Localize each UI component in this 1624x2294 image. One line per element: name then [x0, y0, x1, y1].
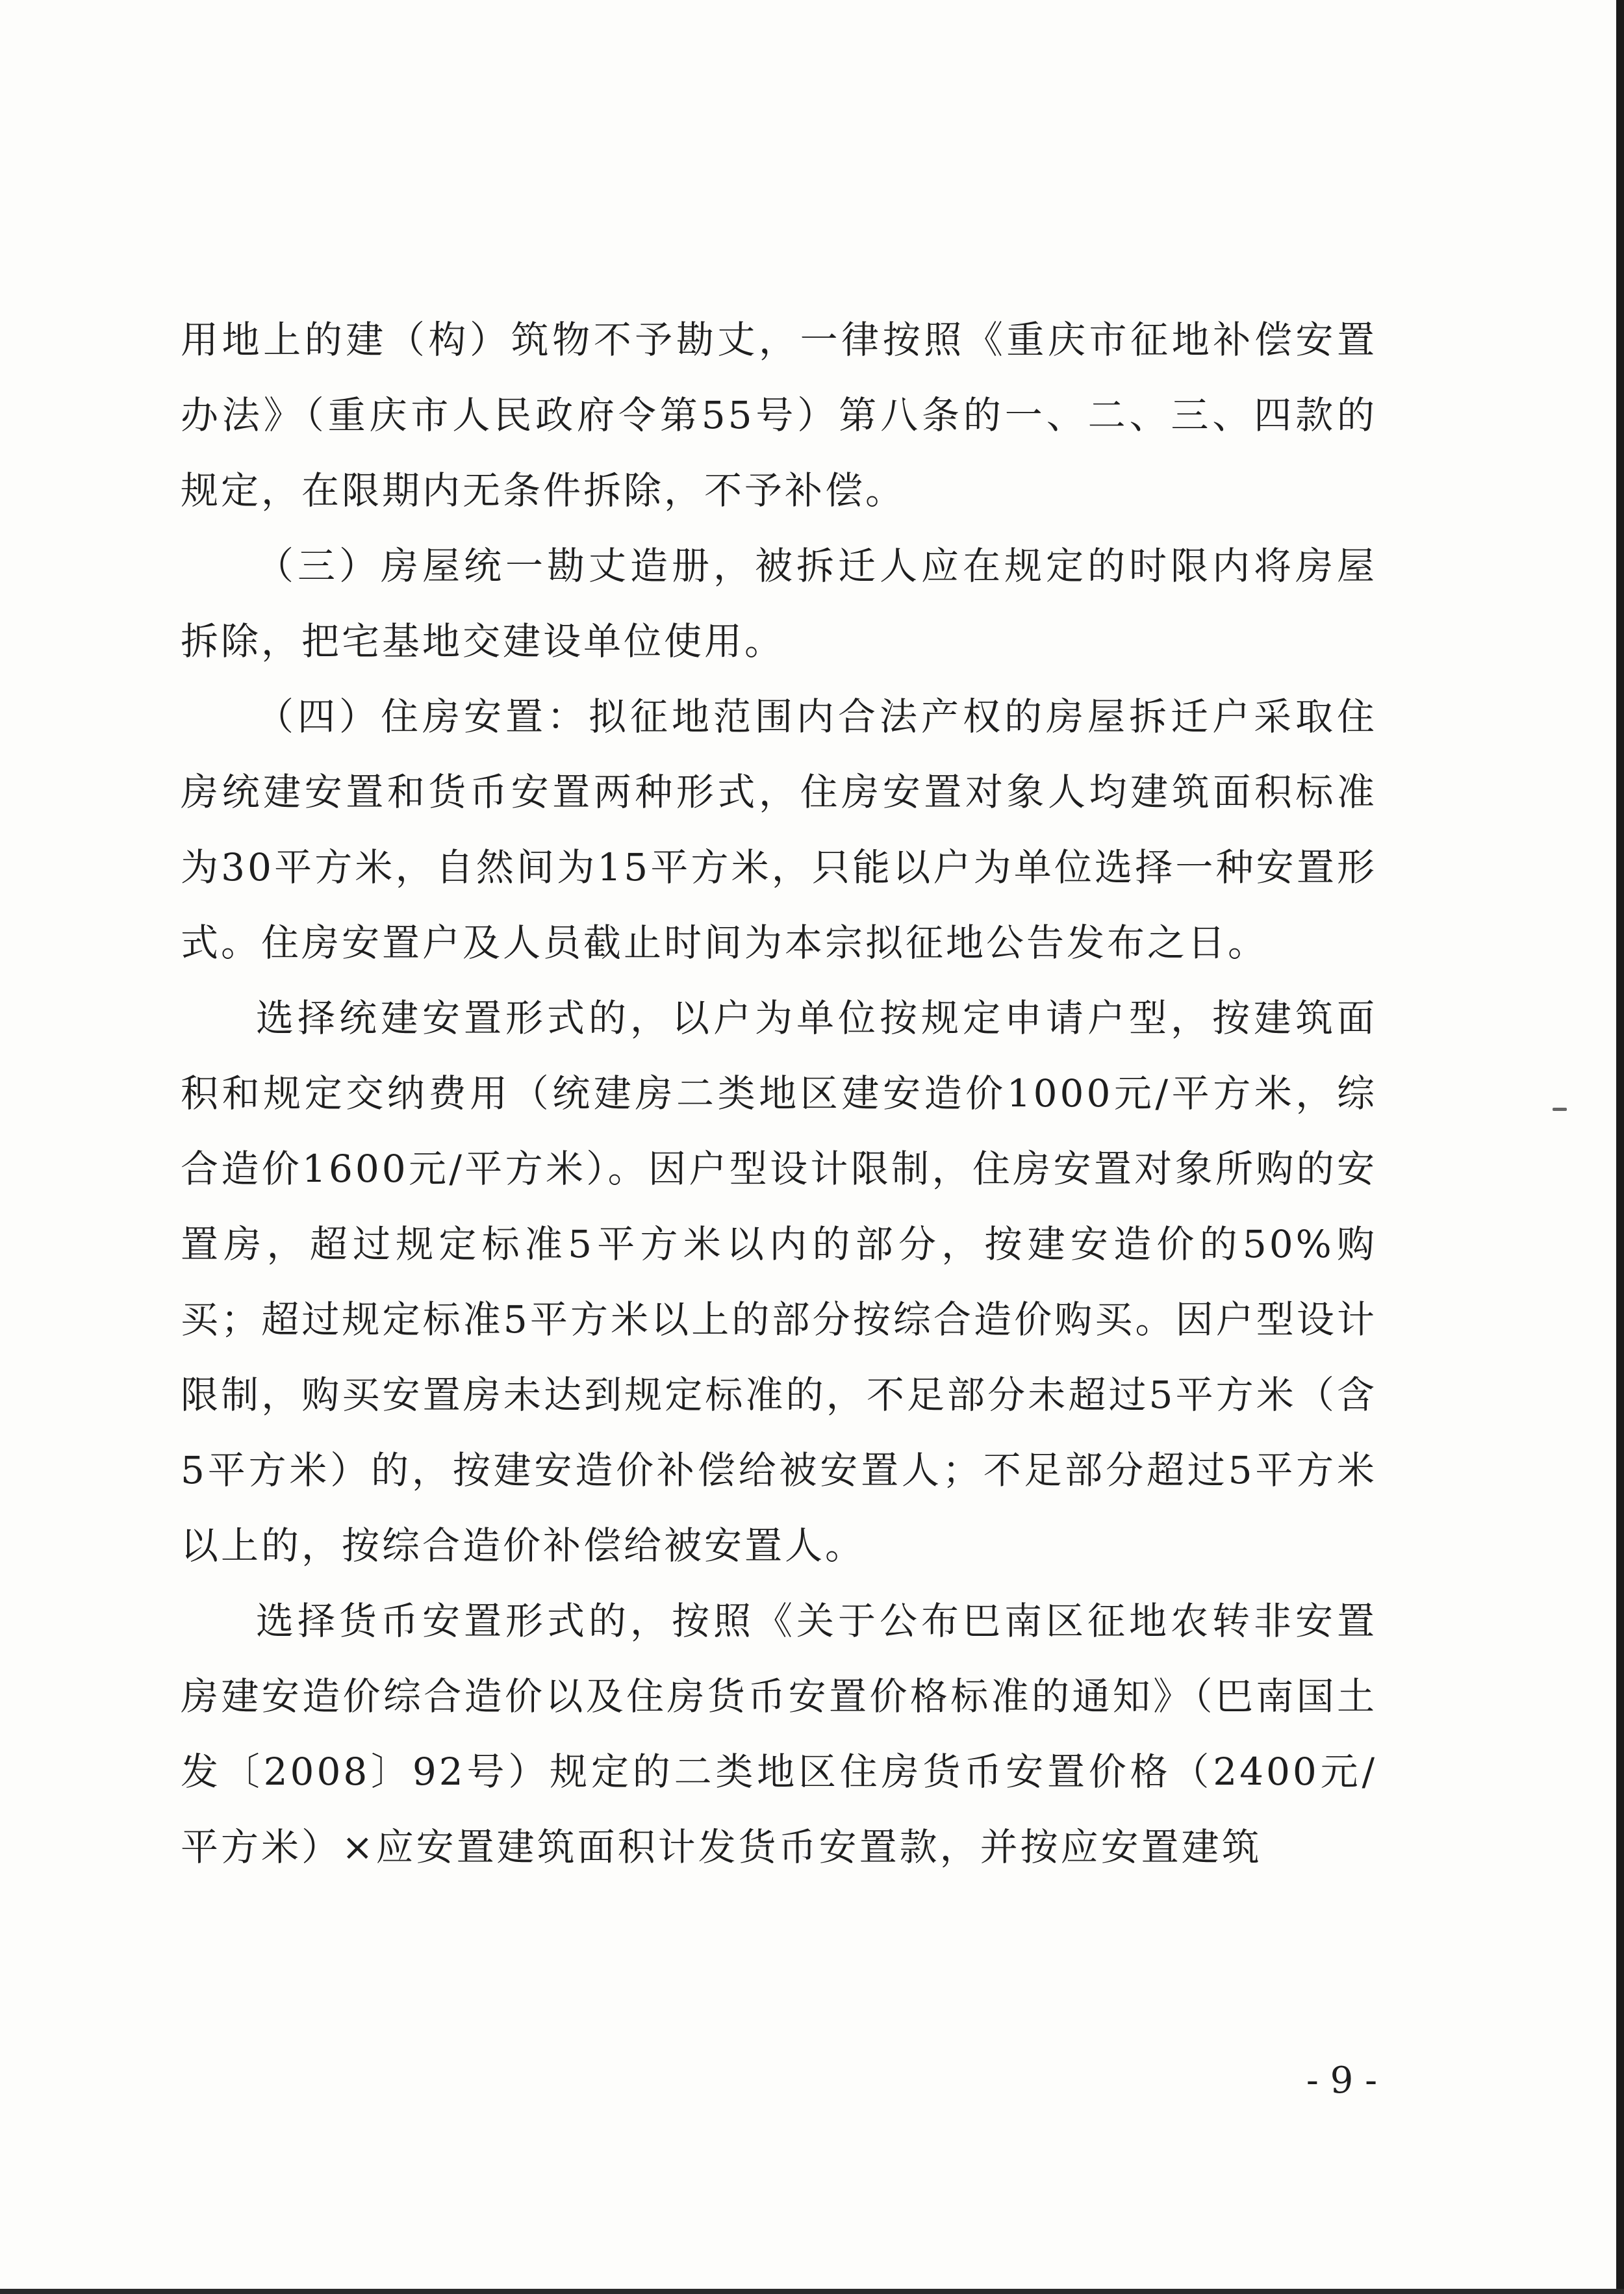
document-body	[181, 302, 1377, 1885]
page-number: - 9 -	[1306, 2059, 1377, 2102]
paragraph-continuation: 用地上的建（构）筑物不予勘丈，一律按照《重庆市征地补偿安置办法》（重庆市人民政府令第55号）第八条的一、二、三、四款的规定，在限期内无条件拆除，不予补偿。	[181, 318, 1377, 513]
paragraph-monetary-resettlement: 选择货币安置形式的，按照《关于公布巴南区征地农转非安置房建安造价综合造价以及住房货币安置价格标准的通知》（巴南国土发〔2008〕92号）规定的二类地区住房货币安置价格（2400元/平方米）×应安置建筑面积计发货币安置款，并按应安置建筑	[181, 1599, 1377, 1869]
scan-edge-right	[1616, 0, 1624, 2294]
paragraph-section-3: （三）房屋统一勘丈造册，被拆迁人应在规定的时限内将房屋拆除，把宅基地交建设单位使用。	[181, 544, 1377, 663]
scan-mark	[1553, 1108, 1567, 1111]
scan-edge-bottom	[0, 2289, 1624, 2294]
paragraph-unified-resettlement: 选择统建安置形式的，以户为单位按规定申请户型，按建筑面积和规定交纳费用（统建房二类地区建安造价1000元/平方米，综合造价1600元/平方米）。因户型设计限制，住房安置对象所购的安置房，超过规定标准5平方米以内的部分，按建安造价的50%购买；超过规定标准5平方米以上的部分按综合造价购买。因户型设计限制，购买安置房未达到规定标准的，不足部分未超过5平方米（含5平方米）的，按建安造价补偿给被安置人；不足部分超过5平方米以上的，按综合造价补偿给被安置人。	[181, 996, 1377, 1568]
paragraph-section-4: （四）住房安置：拟征地范围内合法产权的房屋拆迁户采取住房统建安置和货币安置两种形式，住房安置对象人均建筑面积标准为30平方米，自然间为15平方米，只能以户为单位选择一种安置形式。住房安置户及人员截止时间为本宗拟征地公告发布之日。	[181, 695, 1377, 965]
